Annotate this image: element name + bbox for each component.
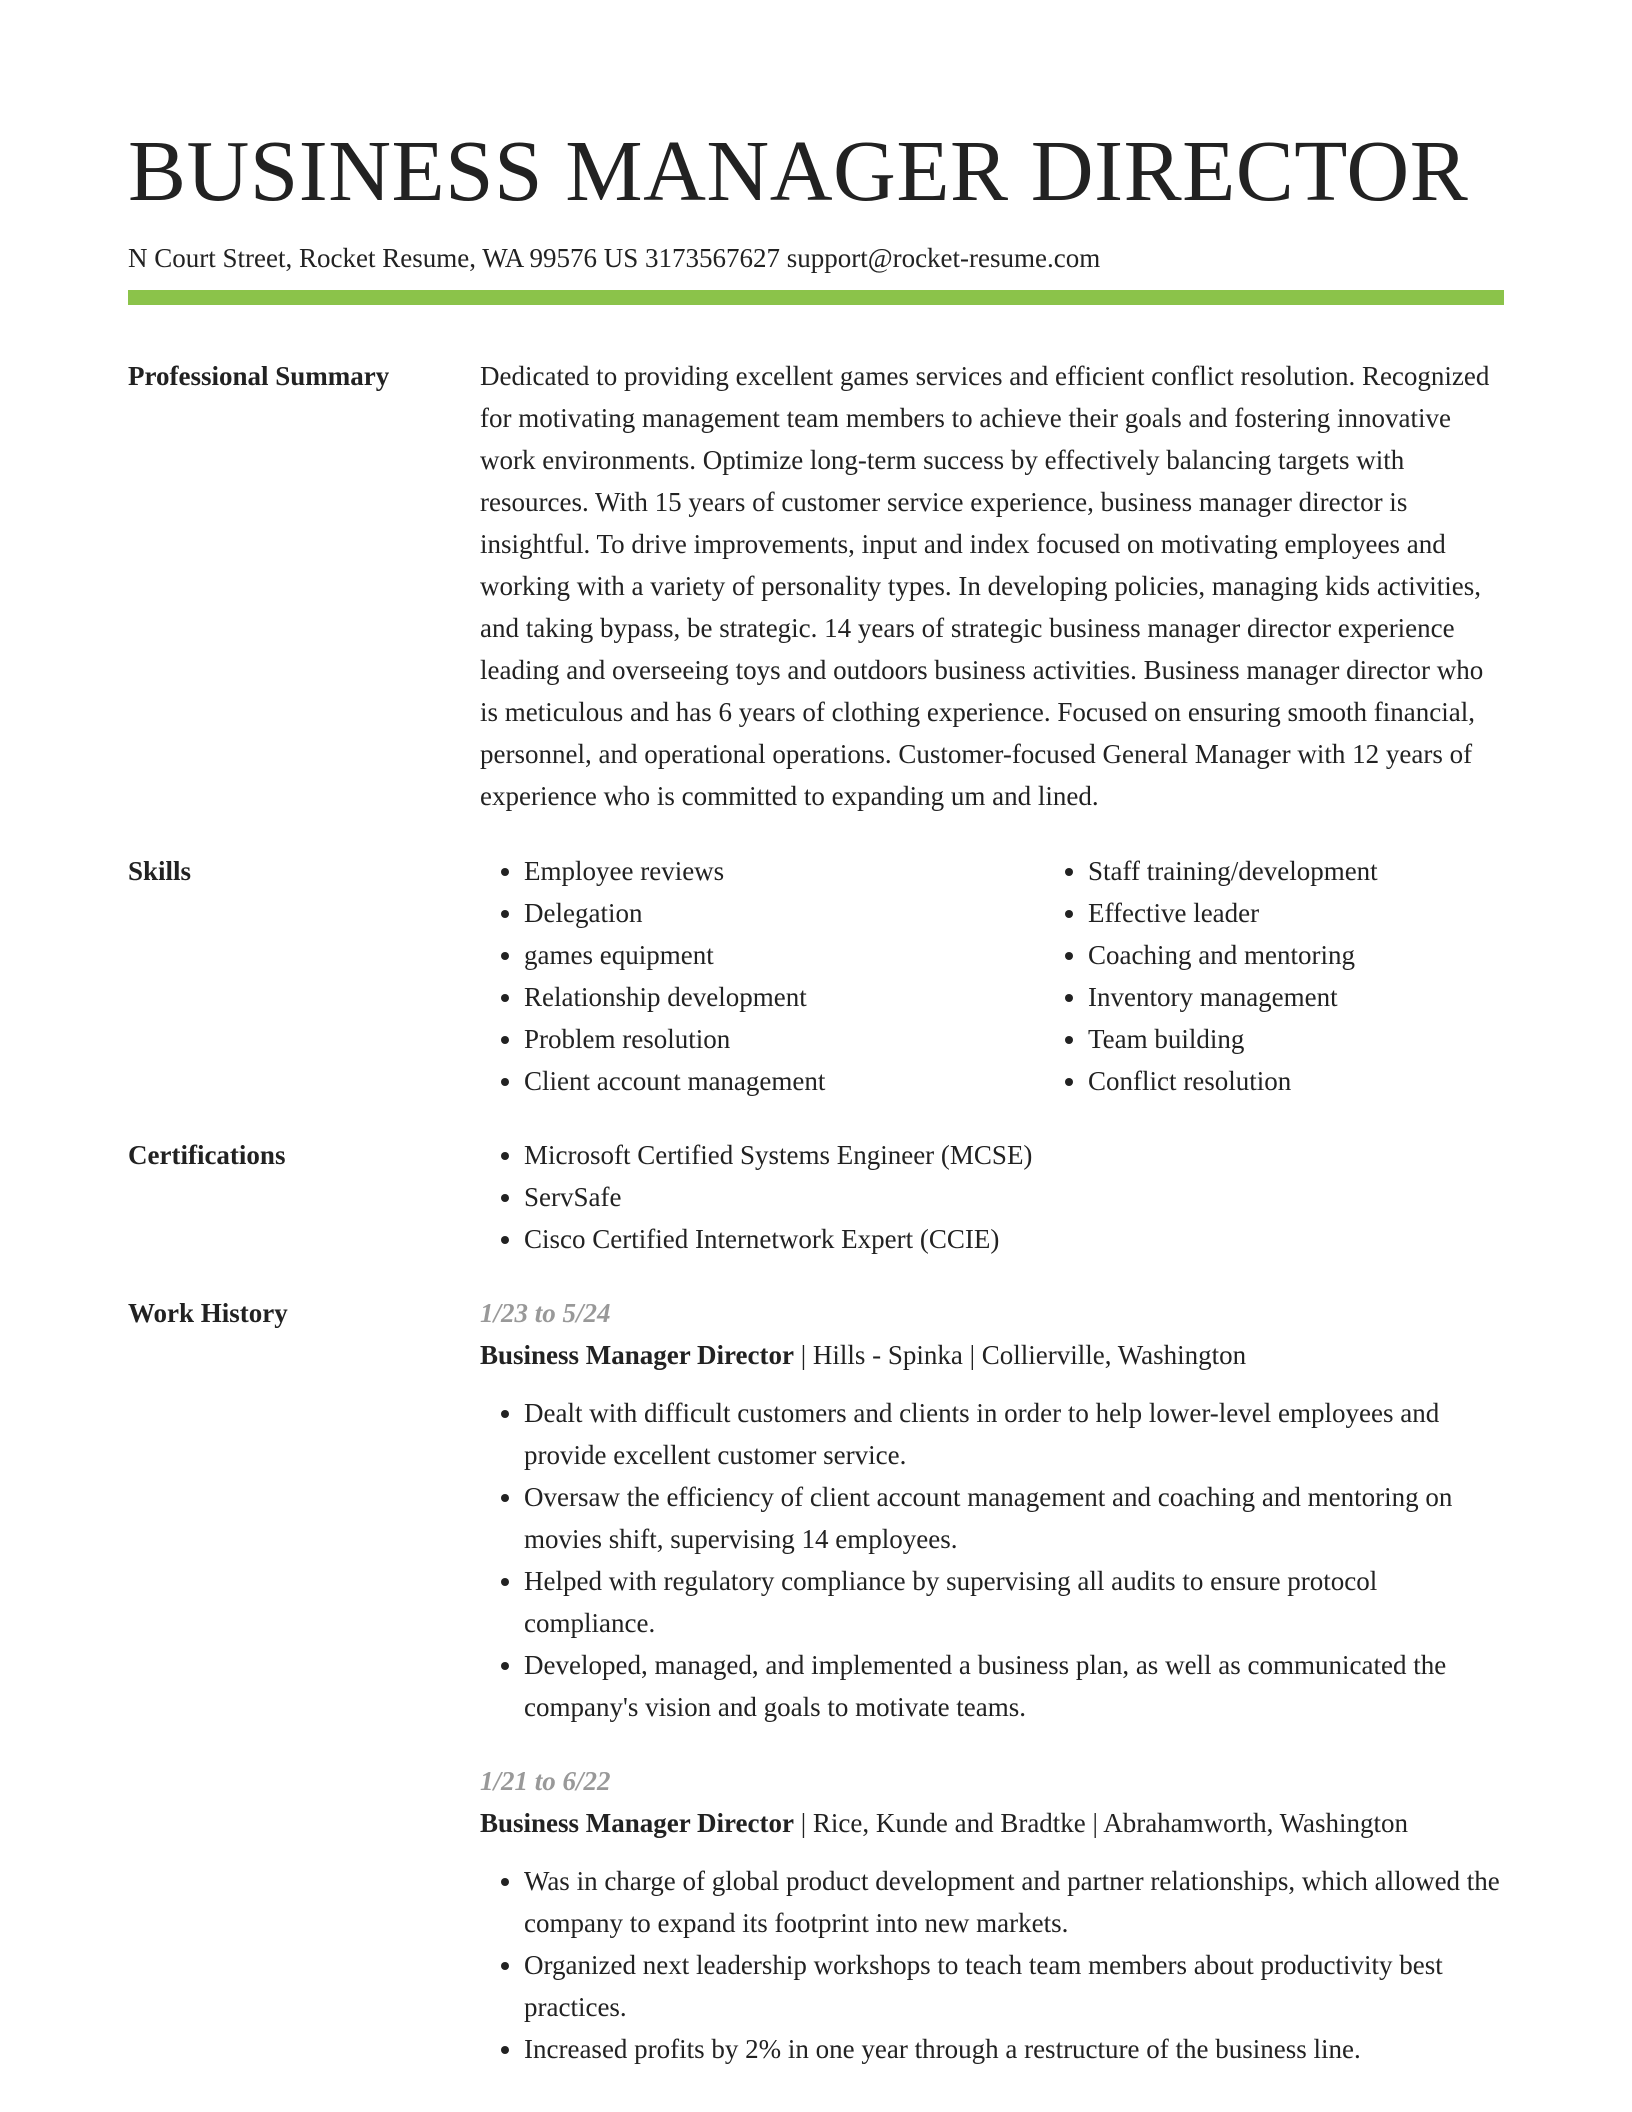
skill-item: • Conflict resolution bbox=[1088, 1060, 1608, 1102]
work-history-section bbox=[128, 1292, 1504, 2070]
skill-item: • Staff training/development bbox=[1088, 850, 1608, 892]
section-title-professional-summary: Professional Summary bbox=[128, 361, 390, 391]
skill-item: • Coaching and mentoring bbox=[1088, 934, 1608, 976]
job-title: Business Manager Director bbox=[480, 1808, 794, 1838]
job-header bbox=[480, 1802, 1504, 1844]
job-entry bbox=[480, 1292, 1504, 1728]
job-bullet: • Helped with regulatory compliance by supervising all audits to ensure protocol compliance. bbox=[524, 1560, 1504, 1644]
skill-item: • Delegation bbox=[524, 892, 984, 934]
candidate-name: BUSINESS MANAGER DIRECTOR bbox=[128, 122, 1469, 219]
job-details: | Hills - Spinka | Collierville, Washington bbox=[793, 1340, 1247, 1370]
job-bullets bbox=[480, 1392, 1504, 1728]
skill-item: • games equipment bbox=[524, 934, 984, 976]
job-bullet: • Organized next leadership workshops to teach team members about productivity best practices. bbox=[524, 1944, 1504, 2028]
skill-item: • Team building bbox=[1088, 1018, 1608, 1060]
job-bullet: • Dealt with difficult customers and clients in order to help lower-level employees and provide excellent customer service. bbox=[524, 1392, 1504, 1476]
job-bullet: • Was in charge of global product development and partner relationships, which allowed the company to expand its footprint into new markets. bbox=[524, 1860, 1504, 1944]
certification-item: • ServSafe bbox=[524, 1176, 1504, 1218]
certification-item: • Cisco Certified Internetwork Expert (CCIE) bbox=[524, 1218, 1504, 1260]
job-title: Business Manager Director bbox=[480, 1340, 794, 1370]
job-bullet: • Developed, managed, and implemented a business plan, as well as communicated the company's vision and goals to motivate teams. bbox=[524, 1644, 1504, 1728]
section-title-work-history: Work History bbox=[128, 1298, 288, 1328]
job-dates: 1/21 to 6/22 bbox=[480, 1766, 611, 1796]
skill-item: • Employee reviews bbox=[524, 850, 984, 892]
skills-list-right bbox=[1044, 850, 1608, 1102]
skills-list-left bbox=[480, 850, 984, 1102]
job-header bbox=[480, 1334, 1504, 1376]
job-dates: 1/23 to 5/24 bbox=[480, 1298, 611, 1328]
job-bullets bbox=[480, 1860, 1504, 2070]
skills-section bbox=[128, 850, 1504, 1102]
section-title-skills: Skills bbox=[128, 856, 192, 886]
skill-item: • Problem resolution bbox=[524, 1018, 984, 1060]
skill-item: • Inventory management bbox=[1088, 976, 1608, 1018]
certifications-section bbox=[128, 1134, 1504, 1260]
header-divider bbox=[128, 290, 1504, 305]
professional-summary-section bbox=[128, 355, 1504, 817]
certifications-list bbox=[480, 1134, 1504, 1260]
skill-item: • Effective leader bbox=[1088, 892, 1608, 934]
summary-text: Dedicated to providing excellent games services and efficient conflict resolution. Recognized for motivating management team members to achieve their goals and fostering innovative work environments. Optimize long-term success by effectively balancing targets with resources. With 15 years of customer service experience, business manager director is insightful. To drive improvements, input and index focused on motivating employees and working with a variety of personality types. In developing policies, managing kids activities, and taking bypass, be strategic. 14 years of strategic business manager director experience leading and overseeing toys and outdoors business activities. Business manager director who is meticulous and has 6 years of clothing experience. Focused on ensuring smooth financial, personnel, and operational operations. Customer-focused General Manager with 12 years of experience who is committed to expanding um and lined. bbox=[480, 361, 1490, 811]
resume-page bbox=[128, 0, 1504, 2070]
job-details: | Rice, Kunde and Bradtke | Abrahamworth, Washington bbox=[793, 1808, 1408, 1838]
job-bullet: • Increased profits by 2% in one year through a restructure of the business line. bbox=[524, 2028, 1504, 2070]
skill-item: • Relationship development bbox=[524, 976, 984, 1018]
skill-item: • Client account management bbox=[524, 1060, 984, 1102]
section-title-certifications: Certifications bbox=[128, 1140, 286, 1170]
certification-item: • Microsoft Certified Systems Engineer (MCSE) bbox=[524, 1134, 1504, 1176]
contact-line: N Court Street, Rocket Resume, WA 99576 US 3173567627 support@rocket-resume.com bbox=[128, 243, 1101, 273]
job-bullet: • Oversaw the efficiency of client account management and coaching and mentoring on movies shift, supervising 14 employees. bbox=[524, 1476, 1504, 1560]
job-entry bbox=[480, 1760, 1504, 2070]
